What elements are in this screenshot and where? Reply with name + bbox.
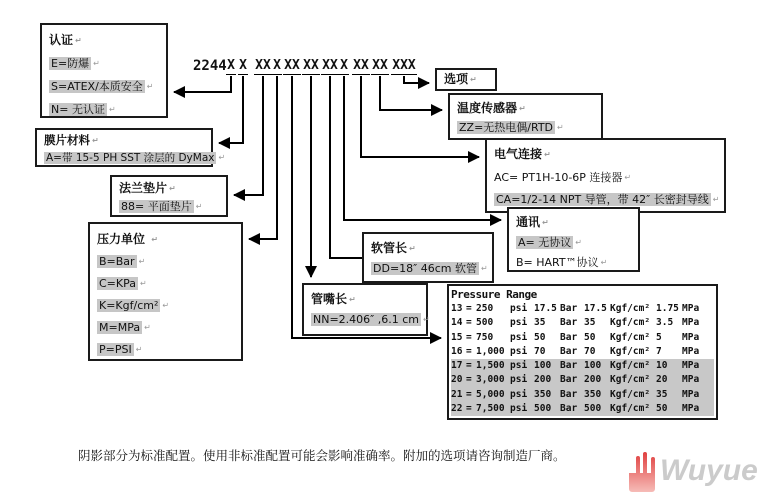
cell: 15 <box>451 331 463 343</box>
cell: = <box>466 303 472 314</box>
option-line: CA=1/2-14 NPT 导管，带 42″ 长密封导线 <box>496 193 709 206</box>
option-line: DD=18″ 46cm 软管 <box>373 262 478 275</box>
return-mark: ↵ <box>470 75 477 84</box>
cell: 5,000 <box>476 388 505 400</box>
option-line: ZZ=无热电偶/RTD <box>459 121 554 134</box>
cell: 200 <box>534 374 552 386</box>
cell: = <box>466 317 472 329</box>
return-mark: ↵ <box>481 264 488 273</box>
code-segment-1: X <box>227 58 235 73</box>
cell: Kgf/cm² <box>610 403 651 415</box>
cell: psi <box>510 345 528 357</box>
cell: Kgf/cm² <box>610 317 651 329</box>
box-title: 认证 <box>49 33 74 47</box>
cell: = <box>466 345 472 357</box>
cell: 500 <box>534 403 552 415</box>
certification-box <box>40 23 168 118</box>
return-mark: ↵ <box>423 315 430 324</box>
table-row <box>451 402 714 416</box>
return-mark: ↵ <box>195 202 203 211</box>
return-mark: ↵ <box>140 279 147 288</box>
cell: 200 <box>584 374 602 386</box>
return-mark: ↵ <box>218 153 226 162</box>
table-row <box>451 388 714 402</box>
cell: 500 <box>476 317 494 329</box>
option-line: N= 无认证 <box>51 103 105 116</box>
return-mark: ↵ <box>624 173 632 182</box>
cell: 1,000 <box>476 345 505 357</box>
return-mark: ↵ <box>144 323 151 332</box>
cell: 22 <box>451 403 463 415</box>
code-segment-11: XXX <box>392 58 416 73</box>
box-title: 压力单位 <box>97 232 146 246</box>
cell: 10 <box>656 360 668 372</box>
cell: MPa <box>682 388 700 400</box>
table-row <box>451 359 714 373</box>
return-mark: ↵ <box>600 258 608 267</box>
code-segment-5: XX <box>284 58 300 73</box>
cell: 16 <box>451 345 463 357</box>
cell: Bar <box>560 360 578 372</box>
option-line: P=PSI <box>99 343 132 356</box>
cell: psi <box>510 303 528 314</box>
cell: = <box>466 331 472 343</box>
return-mark: ↵ <box>146 82 154 91</box>
table-row <box>451 302 714 316</box>
diaphragm-material-box <box>35 128 226 167</box>
return-mark: ↵ <box>544 150 551 159</box>
return-mark: ↵ <box>557 123 564 132</box>
return-mark: ↵ <box>108 105 116 114</box>
cell: psi <box>510 331 528 343</box>
option-line: NN=2.406″ ,6.1 cm <box>313 313 420 326</box>
option-line: 88= 平面垫片 <box>121 200 192 213</box>
cell: MPa <box>682 374 700 386</box>
cell: 35 <box>534 317 546 329</box>
electrical-connection-box <box>485 138 726 213</box>
table-row <box>451 345 714 359</box>
code-segment-10: XX <box>372 58 388 73</box>
cell: 50 <box>584 331 596 343</box>
cell: 100 <box>534 360 552 372</box>
table-row <box>451 373 714 387</box>
box-title: 温度传感器 <box>457 101 518 115</box>
cell: MPa <box>682 303 700 314</box>
pressure-unit-box <box>88 222 243 361</box>
cell: Bar <box>560 388 578 400</box>
brand-text: Wuyue <box>660 454 758 487</box>
communication-box <box>507 207 640 272</box>
cell: = <box>466 388 472 400</box>
return-mark: ↵ <box>349 295 356 304</box>
cell: 7,500 <box>476 403 505 415</box>
box-title: 软管长 <box>371 241 408 255</box>
cell: Kgf/cm² <box>610 360 651 372</box>
cell: Bar <box>560 317 578 329</box>
cell: psi <box>510 403 528 415</box>
cell: 13 <box>451 303 463 314</box>
cell: MPa <box>682 345 700 357</box>
option-line: S=ATEX/本质安全 <box>51 80 143 93</box>
cell: psi <box>510 388 528 400</box>
cell: = <box>466 403 472 415</box>
cell: 350 <box>584 388 602 400</box>
cell: 70 <box>584 345 596 357</box>
cell: 50 <box>534 331 546 343</box>
code-segment-9: XX <box>353 58 369 73</box>
cell: 1,500 <box>476 360 505 372</box>
cell: 20 <box>656 374 668 386</box>
table-row <box>451 331 714 345</box>
cell: = <box>466 374 472 386</box>
cell: Kgf/cm² <box>610 374 651 386</box>
box-title: 通讯 <box>516 215 541 229</box>
return-mark: ↵ <box>542 218 549 227</box>
cell: Kgf/cm² <box>610 331 651 343</box>
wuyue-logo-icon <box>626 451 656 493</box>
return-mark: ↵ <box>712 195 720 204</box>
return-mark: ↵ <box>151 235 158 244</box>
cell: 250 <box>476 303 494 314</box>
return-mark: ↵ <box>93 59 100 68</box>
code-segment-6: XX <box>303 58 319 73</box>
table-title: Pressure Range <box>451 288 537 301</box>
return-mark: ↵ <box>575 238 582 247</box>
cell: 350 <box>534 388 552 400</box>
cell: 100 <box>584 360 602 372</box>
cell: MPa <box>682 403 700 415</box>
return-mark: ↵ <box>169 184 176 193</box>
pressure-range-table <box>447 284 718 420</box>
option-line: B= HART™协议 <box>516 256 599 269</box>
cell: Kgf/cm² <box>610 303 651 314</box>
option-line: AC= PT1H-10-6P 连接器 <box>494 171 623 184</box>
cell: Bar <box>560 303 578 314</box>
cell: 750 <box>476 331 494 343</box>
code-segment-3: XX <box>255 58 271 73</box>
wuyue-logo <box>626 451 758 493</box>
return-mark: ↵ <box>162 301 170 310</box>
cell: Bar <box>560 374 578 386</box>
option-line: C=KPa <box>99 277 136 290</box>
code-segment-7: XX <box>322 58 338 73</box>
model-code-prefix: 2244 <box>193 58 227 74</box>
hose-length-box <box>362 232 494 283</box>
box-title: 膜片材料 <box>44 133 90 147</box>
cell: 17.5 <box>534 303 557 314</box>
code-segment-4: X <box>273 58 281 73</box>
return-mark: ↵ <box>138 257 146 266</box>
box-title: 管嘴长 <box>311 292 348 306</box>
cell: 35 <box>656 388 668 400</box>
options-box <box>435 68 497 91</box>
return-mark: ↵ <box>409 244 416 253</box>
return-mark: ↵ <box>75 36 82 45</box>
cell: MPa <box>682 317 700 329</box>
footer-note: 阴影部分为标准配置。使用非标准配置可能会影响准确率。附加的选项请咨询制造厂商。 <box>78 448 566 463</box>
return-mark: ↵ <box>135 345 143 354</box>
cell: 17.5 <box>584 303 607 314</box>
cell: 35 <box>584 317 596 329</box>
cell: 50 <box>656 403 668 415</box>
code-segment-8: X <box>340 58 348 73</box>
option-line: E=防爆 <box>51 57 90 70</box>
cell: Kgf/cm² <box>610 345 651 357</box>
box-title: 选项 <box>444 72 469 86</box>
cell: 20 <box>451 374 463 386</box>
cell: 3.5 <box>656 317 674 329</box>
box-title: 电气连接 <box>494 147 543 161</box>
cell: MPa <box>682 360 700 372</box>
cell: 70 <box>534 345 546 357</box>
return-mark: ↵ <box>519 104 526 113</box>
cell: psi <box>510 360 528 372</box>
option-line: K=Kgf/cm² <box>99 299 159 312</box>
cell: 3,000 <box>476 374 505 386</box>
cell: 14 <box>451 317 463 329</box>
option-line: A= 无协议 <box>518 236 572 249</box>
cell: 5 <box>656 331 662 343</box>
code-segment-2: X <box>239 58 247 73</box>
cell: = <box>466 360 472 372</box>
cell: 17 <box>451 360 463 372</box>
option-line: M=MPa <box>99 321 141 334</box>
cell: 21 <box>451 388 463 400</box>
cell: psi <box>510 374 528 386</box>
cell: psi <box>510 317 528 329</box>
cell: MPa <box>682 331 700 343</box>
table-row <box>451 316 714 330</box>
option-line: B=Bar <box>99 255 135 268</box>
cell: 500 <box>584 403 602 415</box>
cell: Bar <box>560 403 578 415</box>
cell: Bar <box>560 345 578 357</box>
temperature-sensor-box <box>448 93 603 140</box>
cell: 1.75 <box>656 303 679 314</box>
cell: 7 <box>656 345 662 357</box>
option-line: A=带 15-5 PH SST 涂层的 DyMax <box>46 152 215 164</box>
cell: Kgf/cm² <box>610 388 651 400</box>
box-title: 法兰垫片 <box>119 181 168 195</box>
return-mark: ↵ <box>92 136 99 145</box>
cell: Bar <box>560 331 578 343</box>
nozzle-length-box <box>302 283 428 336</box>
flange-gasket-box <box>110 175 228 217</box>
